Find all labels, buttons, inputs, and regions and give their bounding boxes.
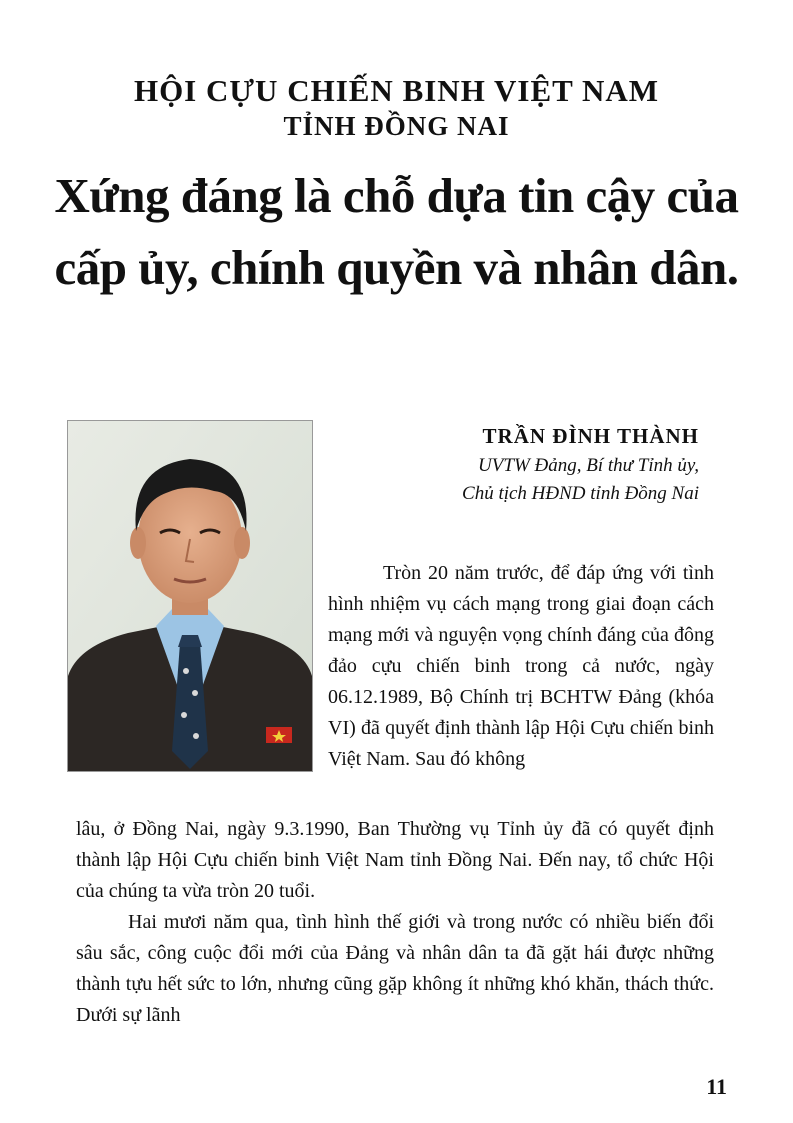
- province-subtitle: TỈNH ĐỒNG NAI: [283, 111, 510, 141]
- article-paragraph-1-continued: lâu, ở Đồng Nai, ngày 9.3.1990, Ban Thường vụ Tỉnh ủy đã có quyết định thành lập Hội Cựu chiến binh Việt Nam tỉnh Đồng Nai. Đến nay, tổ chức Hội của chúng ta vừa tròn 20 tuổi.: [76, 818, 714, 902]
- portrait-photo-icon: [68, 421, 312, 771]
- author-role-line-2: Chủ tịch HĐND tỉnh Đồng Nai: [462, 483, 699, 504]
- article-body: [76, 814, 714, 1031]
- author-role-line-1: UVTW Đảng, Bí thư Tỉnh ủy,: [478, 455, 699, 476]
- article-paragraph-1-side: [328, 558, 714, 775]
- article-headline: Xứng đáng là chỗ dựa tin cậy của cấp ủy, chính quyền và nhân dân.: [54, 168, 739, 295]
- author-portrait: [67, 420, 313, 772]
- author-name: TRẦN ĐÌNH THÀNH: [482, 424, 699, 448]
- organization-title: HỘI CỰU CHIẾN BINH VIỆT NAM: [133, 73, 660, 108]
- paragraph-1-side-text: Tròn 20 năm trước, để đáp ứng với tình hình nhiệm vụ cách mạng trong giai đoạn cách mạng mới và nguyện vọng chính đáng của đông đảo cựu chiến binh trong cả nước, ngày 06.12.1989, Bộ Chính trị BCHTW Đảng (khóa VI) đã quyết định thành lập Hội Cựu chiến binh Việt Nam. Sau đó không: [328, 562, 714, 770]
- page-number: 11: [706, 1074, 727, 1099]
- article-paragraph-2: Hai mươi năm qua, tình hình thế giới và trong nước có nhiều biến đổi sâu sắc, công cuộc đổi mới của Đảng và nhân dân ta đã gặt hái được những thành tựu hết sức to lớn, nhưng cũng gặp không ít những khó khăn, thách thức. Dưới sự lãnh: [76, 911, 714, 1026]
